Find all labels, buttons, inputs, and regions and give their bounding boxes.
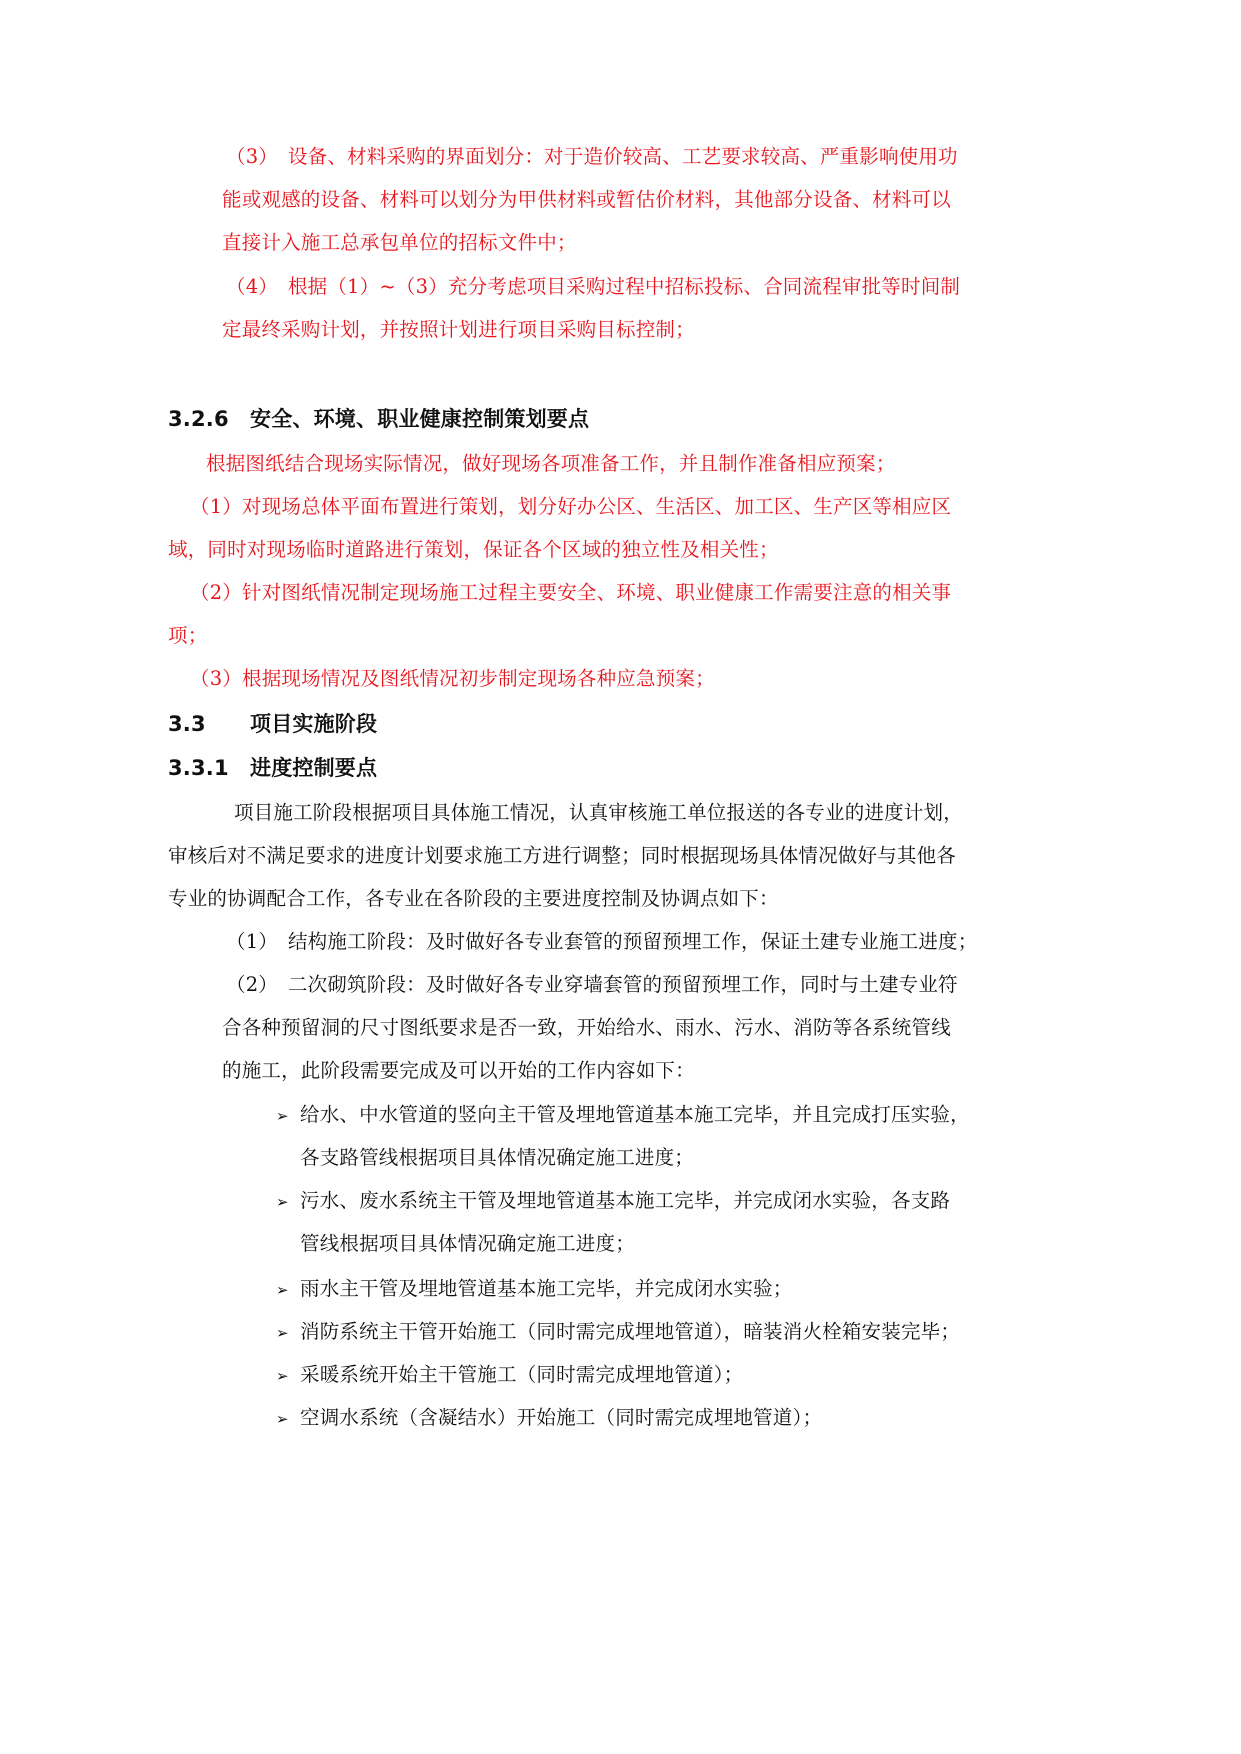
- safety-item-2-line-1: （2）针对图纸情况制定现场施工过程主要安全、环境、职业健康工作需要注意的相关事: [190, 581, 952, 604]
- bullet-text: 空调水系统（含凝结水）开始施工（同时需完成埋地管道）；: [300, 1406, 823, 1429]
- procurement-item-3-line-2: 能或观感的设备、材料可以划分为甲供材料或暂估价材料，其他部分设备、材料可以: [222, 188, 951, 211]
- arrow-bullet-icon: ➢: [276, 1281, 289, 1299]
- arrow-bullet-icon: ➢: [276, 1324, 289, 1342]
- schedule-intro-line-2: 审核后对不满足要求的进度计划要求施工方进行调整；同时根据现场具体情况做好与其他各: [168, 844, 957, 867]
- bullet-item: [276, 1362, 743, 1389]
- schedule-intro-line-1: 项目施工阶段根据项目具体施工情况，认真审核施工单位报送的各专业的进度计划，: [234, 801, 963, 824]
- bullet-item: [276, 1188, 950, 1215]
- section-heading-3-3-1: [168, 755, 377, 781]
- section-heading-3-2-6: [168, 406, 589, 432]
- bullet-text: 消防系统主干管开始施工（同时需完成埋地管道），暗装消火栓箱安装完毕；: [300, 1320, 961, 1343]
- arrow-bullet-icon: ➢: [276, 1367, 289, 1385]
- bullet-text: 给水、中水管道的竖向主干管及埋地管道基本施工完毕，并且完成打压实验，: [300, 1103, 970, 1126]
- bullet-text: 雨水主干管及埋地管道基本施工完毕，并完成闭水实验；: [300, 1277, 793, 1300]
- bullet-text: 采暖系统开始主干管施工（同时需完成埋地管道）；: [300, 1363, 744, 1386]
- section-title: 进度控制要点: [250, 756, 378, 780]
- arrow-bullet-icon: ➢: [276, 1107, 289, 1125]
- section-number: 3.2.6: [168, 407, 229, 431]
- schedule-item-2-line-2: 合各种预留洞的尺寸图纸要求是否一致，开始给水、雨水、污水、消防等各系统管线: [222, 1016, 951, 1039]
- arrow-bullet-icon: ➢: [276, 1193, 289, 1211]
- safety-intro: 根据图纸结合现场实际情况，做好现场各项准备工作，并且制作准备相应预案；: [206, 452, 896, 475]
- bullet-item: [276, 1405, 822, 1432]
- bullet-continuation: 管线根据项目具体情况确定施工进度；: [300, 1232, 635, 1255]
- procurement-item-4-line-2: 定最终采购计划，并按照计划进行项目采购目标控制；: [222, 318, 695, 341]
- schedule-item-2-line-1: （2） 二次砌筑阶段：及时做好各专业穿墙套管的预留预埋工作，同时与土建专业符: [226, 973, 958, 996]
- safety-item-1-line-1: （1）对现场总体平面布置进行策划，划分好办公区、生活区、加工区、生产区等相应区: [190, 495, 952, 518]
- arrow-bullet-icon: ➢: [276, 1410, 289, 1428]
- safety-item-3: （3）根据现场情况及图纸情况初步制定现场各种应急预案；: [190, 667, 715, 690]
- bullet-item: [276, 1276, 793, 1303]
- bullet-continuation: 各支路管线根据项目具体情况确定施工进度；: [300, 1146, 695, 1169]
- schedule-item-2-line-3: 的施工，此阶段需要完成及可以开始的工作内容如下：: [222, 1059, 695, 1082]
- bullet-text: 污水、废水系统主干管及埋地管道基本施工完毕，并完成闭水实验，各支路: [300, 1189, 951, 1212]
- schedule-intro-line-3: 专业的协调配合工作，各专业在各阶段的主要进度控制及协调点如下：: [168, 887, 779, 910]
- bullet-item: [276, 1319, 960, 1346]
- section-number: 3.3: [168, 712, 206, 736]
- section-title: 安全、环境、职业健康控制策划要点: [250, 407, 590, 431]
- procurement-item-4-line-1: （4） 根据（1）~（3）充分考虑项目采购过程中招标投标、合同流程审批等时间制: [226, 275, 961, 298]
- bullet-item: [276, 1102, 970, 1129]
- section-heading-3-3: [168, 711, 377, 737]
- safety-item-2-line-2: 项；: [168, 624, 208, 647]
- schedule-item-1: （1） 结构施工阶段：及时做好各专业套管的预留预埋工作，保证土建专业施工进度；: [226, 930, 978, 953]
- section-number: 3.3.1: [168, 756, 229, 780]
- safety-item-1-line-2: 域，同时对现场临时道路进行策划，保证各个区域的独立性及相关性；: [168, 538, 779, 561]
- section-title: 项目实施阶段: [250, 712, 378, 736]
- procurement-item-3-line-3: 直接计入施工总承包单位的招标文件中；: [222, 231, 577, 254]
- procurement-item-3-line-1: （3） 设备、材料采购的界面划分：对于造价较高、工艺要求较高、严重影响使用功: [226, 145, 958, 168]
